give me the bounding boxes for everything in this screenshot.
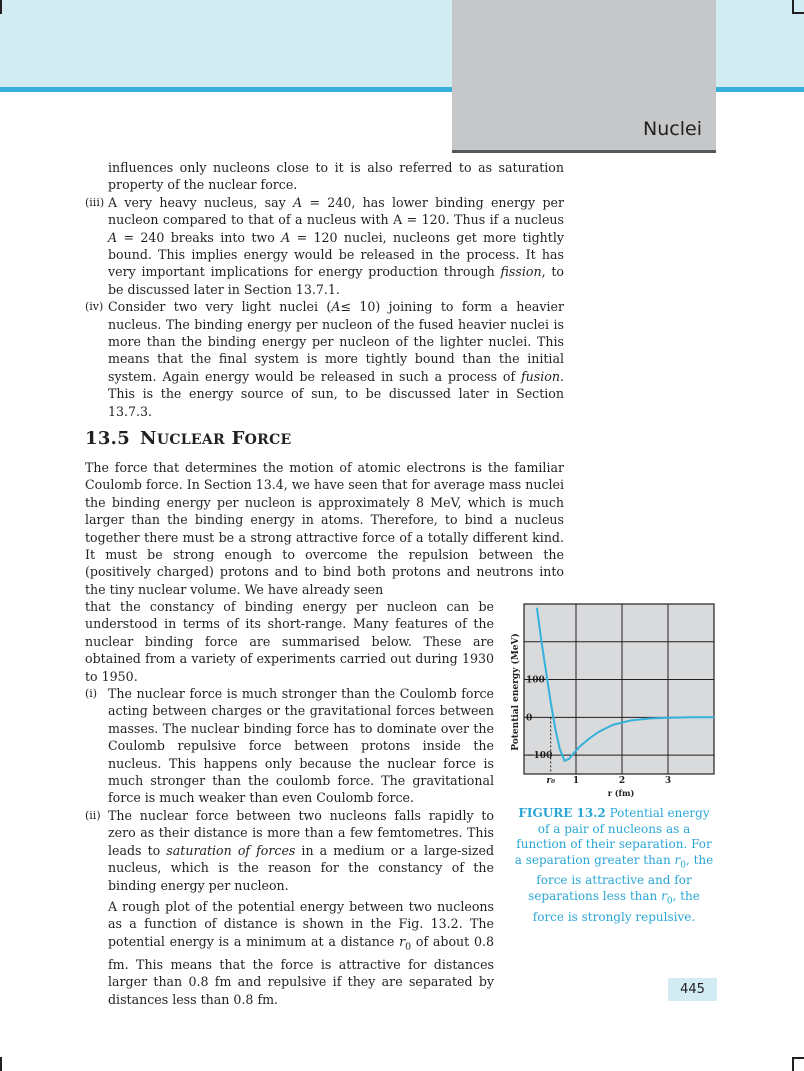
list-item-i: [85, 685, 494, 807]
text-run: Potential energy of a pair of nucleons as a function of their separation. For a separation greater than: [514, 806, 712, 867]
text-run: fusion: [521, 368, 560, 384]
chapter-tab-shadow: [452, 150, 716, 153]
crop-mark: [0, 1057, 2, 1071]
list-item-iii: [85, 194, 564, 298]
page-number: 445: [668, 978, 717, 1001]
text-run: = 240 breaks into two: [117, 229, 282, 245]
section-title-rest: UCLEAR: [156, 432, 225, 448]
crop-mark: [792, 1057, 794, 1071]
text-run: of about 0.8 fm. This means that the force is attractive for distances larger than 0.8 fm and repulsive if they are separated by distances less than 0.8 fm.: [108, 933, 494, 1007]
section-number: 13.5: [85, 428, 131, 449]
text-run: A: [108, 229, 118, 245]
y-tick-label: 100: [526, 675, 545, 686]
continued-paragraph: influences only nucleons close to it is also referred to as saturation property of the nuclear force.: [108, 160, 564, 193]
plot-area: [524, 604, 714, 774]
list-item-ii: [85, 807, 494, 894]
list-item-text: [108, 299, 564, 418]
list-item-text: [108, 195, 564, 297]
text-run: , to be discussed later in Section 13.7.1.: [108, 264, 564, 297]
body-continuation-narrow: [85, 898, 494, 1008]
text-run: = 240, has lower binding energy per nucleon compared to that of a nucleus with A = 120. Thus if a nucleus: [108, 194, 564, 228]
text-run: r: [674, 852, 681, 867]
crop-mark: [0, 0, 2, 14]
x-tick-label: r₀: [546, 776, 556, 786]
text-run: fission: [500, 264, 542, 280]
list-item-iv: [85, 298, 564, 420]
crop-mark: [792, 12, 804, 14]
list-number: (ii): [85, 808, 101, 822]
paragraph-text: The force that determines the motion of atomic electrons is the familiar Coulomb force. In Section 13.4, we have seen that for average mass nuclei the binding energy per nucleon is approximately 8 MeV, which is much larger than the binding energy in atoms. Therefore, to bind a nucleus together there must be a strong attractive force of a totally different kind. It must be strong enough to overcome the repulsion between the (positively charged) protons and to bind both protons and neutrons into the tiny nuclear volume. We have already seen: [85, 460, 564, 597]
section-title-initial-2: F: [231, 428, 245, 449]
text-run: r: [399, 933, 406, 949]
text-run: A: [331, 299, 341, 315]
text-run: ≤ 10) joining to form a heavier nucleus. The binding energy per nucleon of the fused heavier nuclei is more than the binding energy per nucleon of the lighter nuclei. This means that the final system is more tightly bound than the initial system. Again energy would be released in such a process of: [108, 299, 564, 384]
x-tick-label: 2: [618, 776, 626, 786]
text-run: . This is the energy source of sun, to be discussed later in Section 13.7.3.: [108, 368, 564, 419]
text-run: saturation of forces: [166, 842, 296, 858]
caption-label: FIGURE 13.2: [518, 806, 606, 820]
text-run: A: [281, 229, 291, 245]
figure-caption: [511, 806, 717, 925]
paragraph-text: that the constancy of binding energy per nucleon can be understood in terms of its short-range. Many features of the nuclear binding force are summarised below. These are obtained from a variety of experiments carried out during 1930 to 1950.: [85, 599, 494, 684]
rich-text: [108, 899, 494, 1007]
body-paragraph-1: [85, 459, 564, 598]
text-run: 0: [680, 859, 686, 870]
text-run: A rough plot of the potential energy between two nucleons as a function of distance is shown in the Fig. 13.2. The potential energy is a minimum at a distance: [108, 899, 494, 949]
text-run: in a medium or a large-sized nucleus, which is the reason for the constancy of the binding energy per nucleon.: [108, 842, 495, 893]
body-narrow-column: [85, 598, 494, 894]
x-tick-label: 1: [572, 776, 580, 786]
text-run: , the force is attractive and for separations less than: [528, 852, 714, 903]
x-tick-label: 3: [664, 776, 672, 786]
caption-text: [515, 806, 714, 924]
list-item-text: [108, 808, 494, 893]
x-axis-label: r (fm): [607, 788, 635, 798]
chapter-title: Nuclei: [643, 118, 702, 140]
text-run: A very heavy nucleus, say: [108, 194, 294, 210]
potential-energy-chart: [508, 602, 716, 798]
y-axis-label: Potential energy (MeV): [511, 633, 521, 751]
text-run: A: [293, 194, 303, 210]
text-run: 0: [405, 941, 412, 953]
section-title-rest-2: ORCE: [244, 432, 292, 448]
text-run: The nuclear force is much stronger than the Coulomb force acting between charges or the gravitational forces between masses. The nuclear binding force has to dominate over the Coulomb repulsive force between protons inside the nucleus. This happens only because the nuclear force is much stronger than the coulomb force. The gravitational force is much weaker than even Coulomb force.: [108, 686, 494, 806]
text-run: The nuclear force between two nucleons falls rapidly to zero as their distance is more than a few femtometres. This leads to: [108, 807, 494, 858]
text-run: Consider two very light nuclei (: [108, 299, 332, 315]
crop-mark: [792, 1057, 804, 1059]
section-title-initial: N: [140, 428, 157, 449]
list-number: (iii): [85, 195, 105, 209]
list-item-text: [108, 686, 494, 805]
text-run: r: [661, 888, 667, 903]
top-text-block: [85, 159, 564, 420]
text-run: = 120 nuclei, nucleons get more tightly bound. This implies energy would be released in the process. It has very important implications for energy production through: [108, 229, 564, 280]
list-number: (iv): [85, 300, 104, 314]
y-tick-label: 0: [526, 713, 533, 724]
text-run: 0: [666, 896, 673, 907]
paragraph-text: [85, 898, 494, 1008]
text-run: , the force is strongly repulsive.: [532, 888, 700, 924]
y-tick-label: −100: [526, 751, 553, 762]
list-number: (i): [85, 687, 98, 701]
section-heading: [85, 428, 292, 449]
